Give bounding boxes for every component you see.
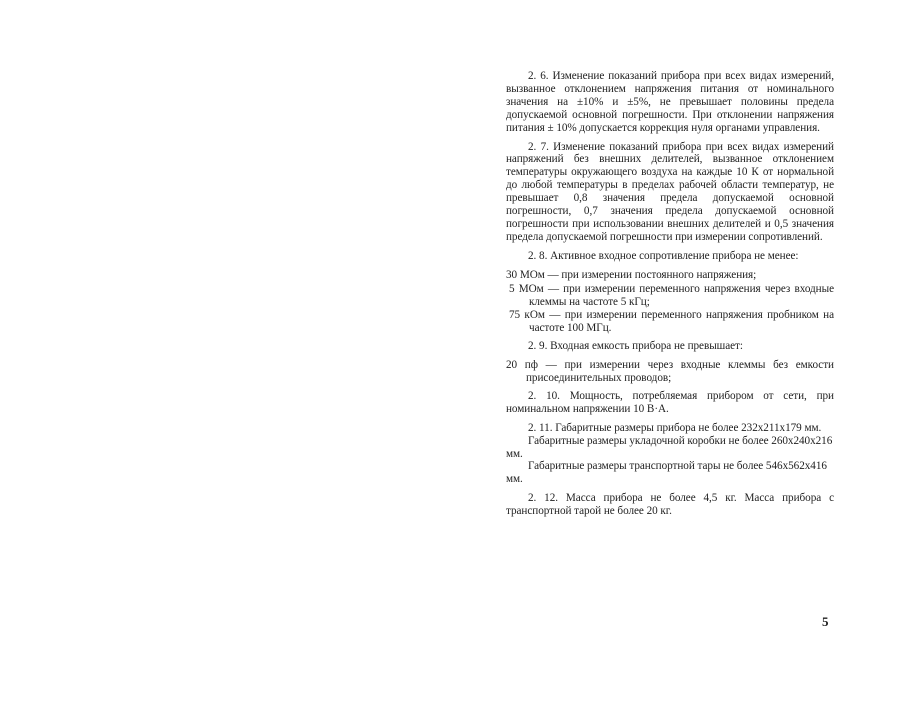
page-number: 5 — [822, 614, 829, 629]
dimensions-transport: Габаритные размеры транспортной тары не более 546x562x416 мм. — [506, 460, 827, 486]
paragraph-2-9-intro: 2. 9. Входная емкость прибора не превышает: — [528, 340, 743, 353]
paragraph-2-10: 2. 10. Мощность, потребляемая прибором от сети, при номинальном напряжении 10 В·А. — [506, 389, 834, 415]
paragraph-2-7: 2. 7. Изменение показаний прибора при всех видах измерений напряжений без внешних делителей, вызванное отклонением температуры окружающего воздуха на каждые 10 К от нормальной до любой температуры в пределах рабочей области температур, не превышает 0,8 значения предела допускаемой основной погрешности, 0,7 значения предела допускаемой основной погрешности при использовании внешних делителей и 0,5 значения предела допускаемой погрешности при измерении сопротивлений. — [506, 140, 834, 243]
dimensions-block — [506, 422, 834, 487]
paragraph-2-6: 2. 6. Изменение показаний прибора при всех видах измерений, вызванное отклонением напряжения питания от номинального значения на ±10% и ±5%, не превышает половины предела допускаемой основной погрешности. При отклонении напряжения питания ± 10% допускается коррекция нуля органами управления. — [506, 70, 834, 134]
list-item: 20 пф — при измерении через входные клеммы без емкости присоединительных проводов; — [506, 359, 834, 385]
dimensions-box: Габаритные размеры укладочной коробки не более 260x240x216 мм. — [506, 434, 833, 460]
list-item: 30 МОм — при измерении постоянного напряжения; — [506, 268, 757, 281]
resistance-list — [506, 269, 834, 336]
list-item: 75 кОм — при измерении переменного напряжения пробником на частоте 100 МГц. — [509, 309, 834, 335]
list-item: 5 МОм — при измерении переменного напряжения через входные клеммы на частоте 5 кГц; — [509, 282, 834, 308]
dimensions-device: 2. 11. Габаритные размеры прибора не более 232x211x179 мм. — [528, 421, 822, 434]
capacitance-list — [506, 359, 834, 385]
paragraph-2-8-intro: 2. 8. Активное входное сопротивление прибора не менее: — [528, 249, 799, 262]
document-body — [506, 70, 834, 524]
paragraph-2-12: 2. 12. Масса прибора не более 4,5 кг. Масса прибора с транспортной тарой не более 20 кг. — [506, 492, 834, 518]
